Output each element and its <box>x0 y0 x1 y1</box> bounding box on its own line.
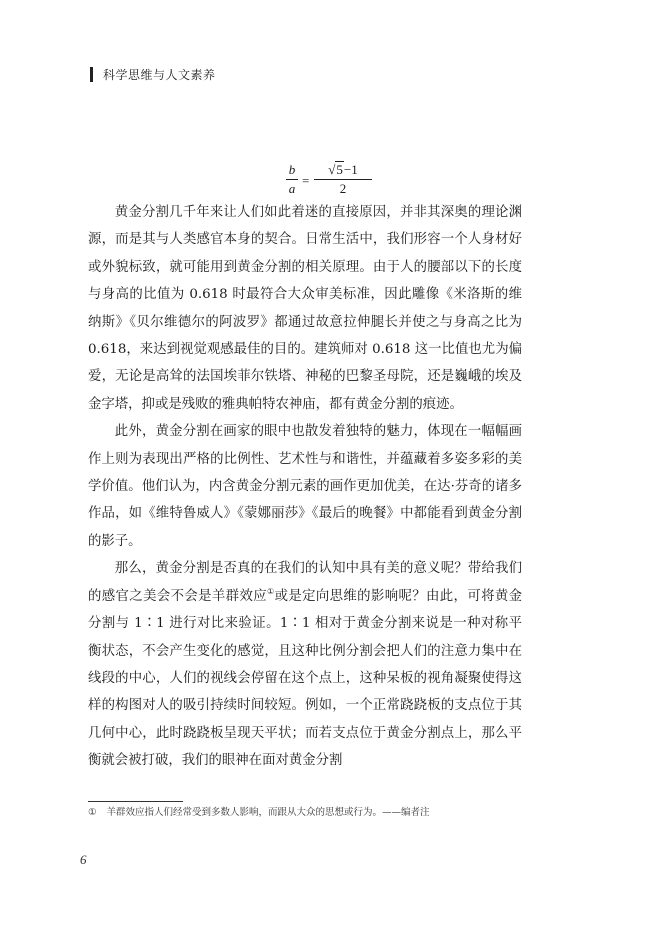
footnote-text: 羊群效应指人们经常受到多数人影响，而跟从大众的思想或行为。——编者注 <box>106 807 430 818</box>
paragraph-1: 黄金分割几千年来让人们如此着迷的直接原因，并非其深奥的理论渊源，而是其与人类感官本身的契合。日常生活中，我们形容一个人身材好或外貌标致，就可能用到黄金分割的相关原理。由于人的腰部以下的长度与身高的比值为 0.618 时最符合大众审美标准，因此雕像《米洛斯的维纳斯》《贝尔维德尔的阿波罗》都通过故意拉伸腿长并使之与身高之比为0.618，来达到视觉观感最佳的目的。建筑师对 0.618 这一比值也尤为偏爱，无论是高耸的法国埃菲尔铁塔、神秘的巴黎圣母院，还是巍峨的埃及金字塔，抑或是残败的雅典帕特农神庙，都有黄金分割的痕迹。 <box>88 205 522 412</box>
page-number: 6 <box>80 852 87 867</box>
paragraph-3 <box>88 555 522 774</box>
fraction-root5-minus1-over-2 <box>314 163 372 196</box>
equals-sign: = <box>302 173 310 188</box>
radicand: 5 <box>336 162 343 177</box>
paragraph-3-part-2: 或是定向思维的影响呢？由此，可将黄金分割与 1∶1 进行对比来验证。1∶1 相对于黄金分割来说是一种对称平衡状态，不会产生变化的感觉，且这种比例分割会把人们的注意力集中在线段的中心，人们的视线会停留在这个点上，这种呆板的视角凝聚使得这样的构图对人的吸引持续时间较短。例如，一个正常跷跷板的支点位于其几何中心，此时跷跷板呈现天平状；而若支点位于黄金分割点上，那么平衡就会被打破，我们的眼神在面对黄金分割 <box>88 588 523 769</box>
minus-one: −1 <box>343 162 358 177</box>
denominator-a: a <box>288 181 296 196</box>
body-text <box>88 199 522 775</box>
sqrt-symbol: √ <box>328 162 336 177</box>
header-title: 科学思维与人文素养 <box>103 67 216 82</box>
fraction-line <box>314 179 372 180</box>
fraction-b-over-a <box>286 163 298 196</box>
denominator-2: 2 <box>339 181 347 196</box>
footnote-divider <box>88 801 183 802</box>
running-header <box>90 66 216 82</box>
paragraph-2: 此外，黄金分割在画家的眼中也散发着独特的魅力，体现在一幅幅画作上则为表现出严格的比例性、艺术性与和谐性，并蕴藏着多姿多彩的美学价值。他们认为，内含黄金分割元素的画作更加优美，在达·芬奇的诸多作品，如《维特鲁威人》《蒙娜丽莎》《最后的晚餐》中都能看到黄金分割的影子。 <box>88 424 522 549</box>
header-bar <box>90 67 93 82</box>
numerator-sqrt5-minus1 <box>328 163 357 177</box>
footnote <box>88 806 528 820</box>
footnote-mark: ① <box>88 807 97 818</box>
fraction-line <box>286 179 298 180</box>
footnote-reference[interactable]: ① <box>267 586 275 596</box>
numerator-b: b <box>288 162 296 177</box>
golden-ratio-formula <box>286 163 376 197</box>
paragraph-3-part-1: 那么，黄金分割是否真的在我们的认知中具有美的意义呢？带给我们的感官之美会不会是羊群效应 <box>88 561 522 604</box>
